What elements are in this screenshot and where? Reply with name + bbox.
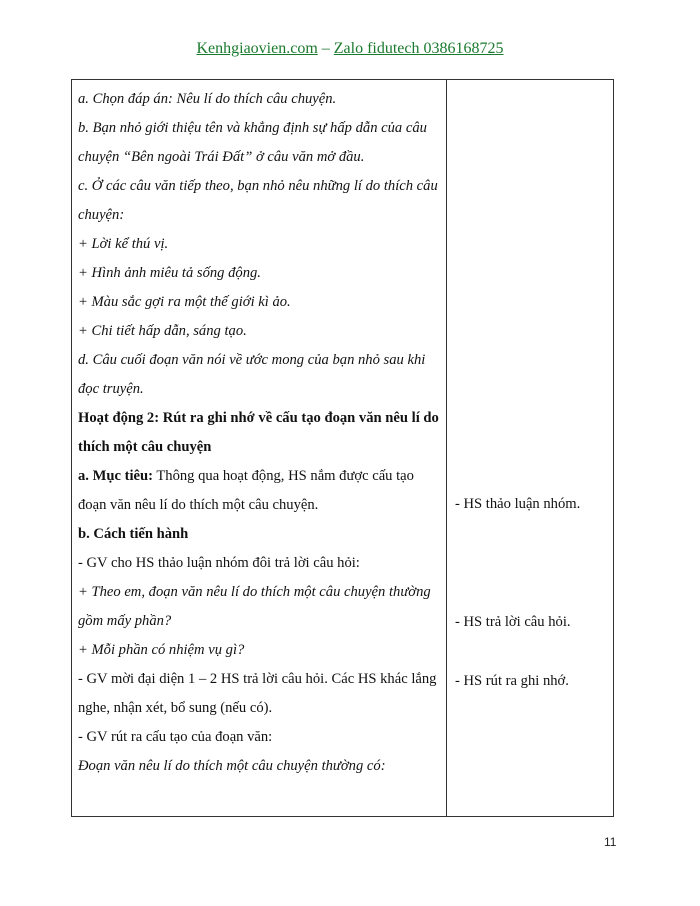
student-note-answer: - HS trả lời câu hỏi. <box>455 614 571 630</box>
page-header <box>0 40 700 58</box>
objective-text: Thông qua hoạt động, HS nắm được cấu tạo đoạn văn nêu lí do thích một câu chuyện. <box>78 468 414 513</box>
header-site-link[interactable]: Kenhgiaovien.com <box>196 40 318 57</box>
procedure-step: - GV mời đại diện 1 – 2 HS trả lời câu hỏi. Các HS khác lắng nghe, nhận xét, bổ sung (nếu có). <box>78 671 437 716</box>
teacher-activity-column <box>72 80 446 781</box>
procedure-step: - GV cho HS thảo luận nhóm đôi trả lời câu hỏi: <box>78 555 360 571</box>
header-separator: – <box>317 40 334 57</box>
objective-label: a. Mục tiêu: <box>78 468 153 484</box>
header-contact-link[interactable]: Zalo fidutech 0386168725 <box>333 40 504 57</box>
reason-item: + Chi tiết hấp dẫn, sáng tạo. <box>78 323 247 339</box>
reason-item: + Hình ảnh miêu tả sống động. <box>78 265 261 281</box>
procedure-step: - GV rút ra cấu tạo của đoạn văn: <box>78 729 273 745</box>
question-item: + Theo em, đoạn văn nêu lí do thích một câu chuyện thường gồm mấy phần? <box>78 584 431 629</box>
reason-item: + Lời kể thú vị. <box>78 236 169 252</box>
answer-line-c: c. Ở các câu văn tiếp theo, bạn nhỏ nêu những lí do thích câu chuyện: <box>78 178 438 223</box>
answer-line-a: a. Chọn đáp án: Nêu lí do thích câu chuyện. <box>78 91 337 107</box>
reason-item: + Màu sắc gợi ra một thế giới kì ảo. <box>78 294 291 310</box>
student-note-conclusion: - HS rút ra ghi nhớ. <box>455 673 569 689</box>
answer-line-d: d. Câu cuối đoạn văn nói về ước mong của bạn nhỏ sau khi đọc truyện. <box>78 352 426 397</box>
page-number: 11 <box>604 835 617 849</box>
student-note-discussion: - HS thảo luận nhóm. <box>455 496 581 512</box>
objective-paragraph <box>78 462 440 520</box>
activity-2-title: Hoạt động 2: Rút ra ghi nhớ về cấu tạo đoạn văn nêu lí do thích một câu chuyện <box>78 410 439 455</box>
procedure-heading: b. Cách tiến hành <box>78 526 189 542</box>
structure-intro: Đoạn văn nêu lí do thích một câu chuyện thường có: <box>78 758 386 774</box>
lesson-table <box>71 79 614 817</box>
answer-line-b: b. Bạn nhỏ giới thiệu tên và khẳng định sự hấp dẫn của câu chuyện “Bên ngoài Trái Đất” ở câu văn mở đầu. <box>78 120 427 165</box>
column-divider <box>446 80 447 816</box>
question-item: + Mỗi phần có nhiệm vụ gì? <box>78 642 245 658</box>
